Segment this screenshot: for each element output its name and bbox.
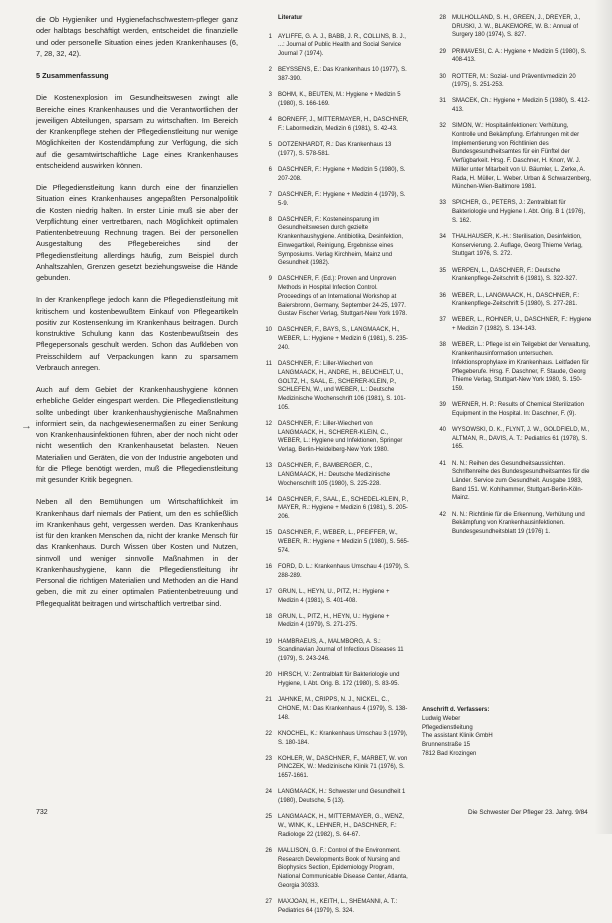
reference-text: DASCHNER, F. (Ed.): Proven and Unproven Methods in Hospital Infection Control. Proceedings of an International Workshop at Baiersbronn, Germany, September 24-25, 1977. Gustav Fischer Verlag, Stuttgart-New York 1978. bbox=[278, 276, 408, 318]
reference-text: DASCHNER, F., WEBER, L., PFEIFFER, W., WEBER, R.: Hygiene + Medizin 5 (1980), S. 565-574. bbox=[278, 530, 409, 554]
reference-text: DASCHNER, F.: Hygiene + Medizin 5 (1980), S. 207-208. bbox=[278, 166, 406, 182]
reference-item bbox=[248, 638, 410, 664]
reference-text: SMACEK, Ch.: Hygiene + Medizin 5 (1980), S. 412-413. bbox=[452, 98, 590, 114]
reference-number: 8 bbox=[268, 216, 272, 223]
reference-number: 27 bbox=[265, 898, 272, 905]
reference-item bbox=[248, 116, 410, 133]
reference-number: 29 bbox=[439, 48, 446, 55]
reference-number: 41 bbox=[439, 460, 446, 467]
references-column-right bbox=[422, 14, 592, 544]
reference-text: BOHM, K., BEUTEN, M.: Hygiene + Medizin 5 (1980), S. 166-169. bbox=[278, 92, 401, 107]
reference-item bbox=[248, 420, 410, 455]
reference-item bbox=[422, 233, 592, 259]
section-heading: 5 Zusammenfassung bbox=[36, 71, 109, 80]
reference-number: 2 bbox=[268, 67, 272, 74]
summary-paragraph-2: Die Pflegedienstleitung kann durch eine der finanziellen Situation eines Krankenhauses angepaßten Personalpolitik die Kosten niedrig halten. In erster Linie muß sie aber der Verpflichtung einer vertretbaren, nach Möglichkeit optimalen Patientenbetreuung Rechnung tragen. Bei der personellen Ausgestaltung des Pflegebereiches sind der Pflegedienstleitung allerdings häufig, zum Beispiel durch Anhaltszahlen, Grenzen gesetzt beziehungsweise die Hände gebunden. bbox=[36, 183, 238, 282]
reference-text: WERNER, H. P.: Results of Chemical Sterilization Equipment in the Hospital. In: Daschner, F. (9). bbox=[452, 402, 584, 417]
reference-item bbox=[248, 588, 410, 605]
reference-item bbox=[422, 292, 592, 309]
address-line: 7812 Bad Krozingen bbox=[422, 750, 477, 757]
reference-text: WEBER, L., LANGMAACK, H., DASCHNER, F.: Krankenpflege-Zeitschrift 5 (1980), S. 277-281. bbox=[452, 292, 580, 308]
reference-text: DASCHNER, F.: Kosteneinsparung im Gesundheitswesen durch gezielte Krankenhaushygiene. Antibiotika, Desinfektion, Einwegartikel, Reinigung, Ergebnisse eines Symposiums. Verlag Kirchheim, Mainz und Gesundheit (1982). bbox=[278, 216, 404, 267]
reference-item bbox=[248, 326, 410, 352]
reference-number: 23 bbox=[265, 755, 272, 762]
reference-number: 39 bbox=[439, 402, 446, 409]
reference-number: 26 bbox=[265, 847, 272, 854]
reference-text: MULHOLLAND, S. H., GREEN, J., DREYER, J., DRUSKI, J. W., BLAKEMORE, W. B.: Annual of Surgery 180 (1974), S. 827. bbox=[452, 15, 581, 39]
reference-number: 24 bbox=[265, 789, 272, 796]
reference-number: 33 bbox=[439, 200, 446, 207]
reference-number: 22 bbox=[265, 730, 272, 737]
reference-text: DASCHNER, F., BAYS, S., LANGMAACK, H., WEBER, L.: Hygiene + Medizin 6 (1981), S. 235-240. bbox=[278, 327, 408, 351]
reference-item bbox=[248, 730, 410, 747]
reference-number: 30 bbox=[439, 73, 446, 80]
reference-item bbox=[422, 341, 592, 393]
intro-paragraph: die Ob Hygieniker und Hygienefachschwestern-pfleger ganz oder halbtags beschäftigt werden, entscheidet die finanzielle und oder personelle Situation eines jeden Krankenhauses (6, 7, 28, 32, 42). bbox=[36, 15, 238, 58]
reference-text: SIMON, W.: Hospitalinfektionen: Verhütung, Kontrolle und Bekämpfung. Erfahrungen mit der Implementierung von Richtlinien des Bundesgesundheitsamtes für ein Fünftel der Verfügbarkeit. Hrsg. F. Daschner, H. Knorr, W. J. Müller unter Mitarbeit von U. Bäumler, L. Zerke, A. Rada, H. Müller, L. Weber. Urban & Schwarzenberg, München-Wien-Baltimore 1981. bbox=[452, 123, 591, 191]
reference-item bbox=[248, 613, 410, 630]
reference-number: 15 bbox=[265, 530, 272, 537]
reference-text: WEBER, L.: Pflege ist ein Teilgebiet der Verwaltung, Krankenhausinformation untersuchen. Infektionsprophylaxe im Krankenhaus. Leitfaden für Pflegeberufe. Hrsg. F. Daschner, F. Staude, Georg Thieme Verlag, Stuttgart-New York 1980, S. 150-159. bbox=[452, 342, 591, 392]
reference-item bbox=[422, 97, 592, 114]
reference-text: LANGMAACK, H.: Schwester und Gesundheit 1 (1980), Deutsche, 5 (13). bbox=[278, 789, 406, 805]
page-number: 732 bbox=[36, 809, 48, 816]
reference-number: 37 bbox=[439, 317, 446, 324]
reference-text: THALHAUSER, K.-H.: Sterilisation, Desinfektion, Konservierung. 2. Auflage, Georg Thieme Verlag, Stuttgart 1976, S. 272. bbox=[452, 234, 583, 258]
reference-number: 38 bbox=[439, 342, 446, 349]
reference-number: 18 bbox=[265, 613, 272, 620]
reference-text: ROTTER, M.: Sozial- und Präventivmedizin 20 (1975), S. 251-253. bbox=[452, 73, 576, 89]
reference-item bbox=[248, 216, 410, 268]
reference-number: 14 bbox=[265, 496, 272, 503]
reference-item bbox=[422, 14, 592, 40]
reference-text: DASCHNER, F.: Liller-Wiechert von LANGMAACK, H., ANDRE, H., BEUCHELT, U., GOLTZ, H., SAAL, E., SCHERER-KLEIN, P., SCHLEFEN, W., und WEBER, L.: Deutsche Medizinische Wochenschrift 106 (1981), S. 101-105. bbox=[278, 361, 406, 411]
address-line: The assistant Klinik GmbH bbox=[422, 733, 493, 740]
reference-number: 3 bbox=[268, 92, 272, 99]
reference-text: DASCHNER, F., BAMBERGER, C., LANGMAACK, H.: Deutsche Medizinische Wochenschrift 105 (1980), S. 225-228. bbox=[278, 463, 391, 487]
reference-text: KNOCHEL, K.: Krankenhaus Umschau 3 (1979), S. 180-184. bbox=[278, 730, 408, 746]
reference-number: 25 bbox=[265, 814, 272, 821]
reference-text: MALLISON, G. F.: Control of the Environment. Research Developments Book of Nursing and Biophysics Section, Epidemiology Program, National Communicable Disease Center, Atlanta, Georgia 30333. bbox=[278, 847, 408, 889]
reference-text: DASCHNER, F.: Hygiene + Medizin 4 (1979), S. 5-9. bbox=[278, 191, 406, 207]
reference-item bbox=[248, 898, 410, 915]
reference-text: HIRSCH, V.: Zentralblatt für Bakteriologie und Hygiene, I. Abt. Orig. B. 172 (1980), S. 83-95. bbox=[278, 672, 400, 687]
literature-heading: Literatur bbox=[278, 15, 303, 21]
reference-number: 28 bbox=[439, 15, 446, 21]
reference-item bbox=[248, 563, 410, 580]
body-text-column bbox=[36, 14, 238, 620]
address-line: Brunnenstraße 15 bbox=[422, 742, 471, 749]
reference-number: 21 bbox=[265, 697, 272, 704]
reference-number: 5 bbox=[268, 142, 272, 149]
reference-item bbox=[422, 73, 592, 90]
reference-text: MAXJOAN, H., KEITH, L., SHEMANNI, A. T.: Pediatrics 64 (1979), S. 324. bbox=[278, 898, 398, 914]
reference-text: DASCHNER, F., SAAL, E., SCHEDEL-KLEIN, P., MAYER, R.: Hygiene + Medizin 6 (1981), S. 205-206. bbox=[278, 496, 409, 521]
reference-text: GRUN, L., PITZ, H., HEYN, U.: Hygiene + Medizin 4 (1979), S. 271-275. bbox=[278, 613, 390, 629]
reference-text: DASCHNER, F.: Liller-Wiechert von LANGMAACK, H., SCHERER-KLEIN, C., WEBER, L.: Hygiene und Infektionen, Springer Verlag, Berlin-Heidelberg-New York 1980. bbox=[278, 420, 403, 453]
reference-item bbox=[422, 122, 592, 192]
reference-text: BEYSSENS, E.: Das Krankenhaus 10 (1977), S. 387-390. bbox=[278, 67, 407, 83]
references-column-middle bbox=[248, 14, 410, 923]
reference-number: 35 bbox=[439, 267, 446, 274]
reference-text: AYLIFFE, G. A. J., BABB, J. R., COLLINS, B. J., ...: Journal of Public Health and Social Service Journal 7 (1974). bbox=[278, 33, 406, 58]
reference-text: LANGMAACK, H., MITTERMAYER, G., WENZ, W., WINK, K., LEHNER, H., DASCHNER, F.: Radiologe 22 (1982), S. 64-67. bbox=[278, 814, 404, 838]
reference-number: 17 bbox=[265, 588, 272, 595]
reference-item bbox=[248, 462, 410, 488]
reference-text: KOHLER, W., DASCHNER, F., MARBET, W. von PINCZEK, W.: Medizinische Klinik 71 (1976), S. 1657-1661. bbox=[278, 755, 408, 780]
reference-number: 10 bbox=[265, 327, 272, 334]
reference-item bbox=[248, 166, 410, 183]
reference-number: 20 bbox=[265, 672, 272, 679]
reference-number: 40 bbox=[439, 427, 446, 434]
reference-number: 34 bbox=[439, 234, 446, 241]
summary-paragraph-3: In der Krankenpflege jedoch kann die Pflegedienstleitung mit kritischem und kostenbewußtem Einkauf von Pflegeartikeln positiv zur Kostensenkung im Krankenhaus beitragen. Durch konstruktive Schulung kann das Kostenbewußtsein des Pflegepersonals geschult werden. Schon das Aufkleben von Preisschildern auf Verpackungen kann zu sparsamem Verbrauch anregen. bbox=[36, 295, 238, 372]
reference-item bbox=[422, 426, 592, 452]
margin-pen-mark: → bbox=[21, 420, 32, 432]
reference-number: 31 bbox=[439, 98, 446, 105]
reference-number: 7 bbox=[268, 191, 272, 198]
reference-text: SPICHER, G., PETERS, J.: Zentralblatt für Bakteriologie und Hygiene I. Abt. Orig. B 1 (1976), S. 162. bbox=[452, 200, 586, 224]
address-line: Ludwig Weber bbox=[422, 715, 461, 722]
author-address bbox=[422, 706, 592, 759]
reference-text: HAMBRAEUS, A., MALMBORG, A. S.: Scandinavian Journal of Infectious Diseases 11 (1979), S. 243-246. bbox=[278, 638, 404, 663]
reference-text: WEBER, L., ROHNER, U., DASCHNER, F.: Hygiene + Medizin 7 (1982), S. 134-143. bbox=[452, 317, 592, 333]
summary-paragraph-5: Neben all den Bemühungen um Wirtschaftlichkeit im Krankenhaus darf niemals der Patient, um den es schließlich im Krankenhaus geht, vergessen werden. Das Krankenhaus ist für den kranken Menschen da, nicht der kranke Mensch für das Krankenhaus. Durch Wissen über Kosten und Nutzen, sinnvoll und weniger sinnvolle Maßnahmen in der Krankenhaushygiene, kann die Pflegedienstleitung ihr Personal die richtigen Materialien und Methoden an die Hand geben, die mit zu einer optimalen Patientenbetreuung und Pflegequalität beitragen und wirtschaftlich vertretbar sind. bbox=[36, 497, 238, 608]
reference-number: 19 bbox=[265, 638, 272, 645]
reference-item bbox=[248, 191, 410, 208]
reference-item bbox=[248, 141, 410, 158]
reference-item bbox=[248, 788, 410, 805]
summary-paragraph-4: Auch auf dem Gebiet der Krankenhaushygiene können erhebliche Gelder eingespart werden. Die Pflegedienstleitung sollte unbedingt über krankenhaushygienische Maßnahmen informiert sein, da nachgewiesenermaßen zu einer Senkung von Krankenhausinfektionen führen, aber der noch nicht oder nicht wesentlich den Krankenhausetat belasten. Neuen Materialien und Geräten, die von der Industrie angeboten und für die Pflege benötigt werden, muß die Pflegedienstleitung mit gesunder Kritik begegnen. bbox=[36, 385, 238, 484]
reference-item bbox=[422, 267, 592, 284]
reference-item bbox=[248, 33, 410, 59]
reference-item bbox=[248, 696, 410, 722]
journal-footer: Die Schwester Der Pfleger 23. Jahrg. 9/84 bbox=[468, 809, 588, 816]
reference-number: 11 bbox=[265, 361, 272, 368]
reference-text: DOTZENHARDT, R.: Das Krankenhaus 13 (1977), S. 578-581. bbox=[278, 142, 392, 157]
reference-item bbox=[248, 755, 410, 781]
reference-text: PRIMAVESI, C. A.: Hygiene + Medizin 5 (1980), S. 408-413. bbox=[452, 48, 587, 64]
reference-number: 16 bbox=[265, 563, 272, 570]
reference-item bbox=[248, 813, 410, 839]
reference-item bbox=[422, 48, 592, 65]
reference-item bbox=[422, 199, 592, 225]
reference-item bbox=[422, 511, 592, 537]
reference-number: 32 bbox=[439, 123, 446, 130]
reference-item bbox=[422, 460, 592, 504]
reference-number: 36 bbox=[439, 292, 446, 299]
address-line: Pflegedienstleitung bbox=[422, 724, 473, 731]
reference-number: 6 bbox=[268, 166, 272, 173]
reference-number: 13 bbox=[265, 463, 272, 470]
reference-item bbox=[422, 316, 592, 333]
reference-item bbox=[248, 847, 410, 891]
reference-text: WERPEN, L., DASCHNER, F.: Deutsche Krankenpflege-Zeitschrift 6 (1981), S. 322-327. bbox=[452, 267, 578, 283]
reference-item bbox=[248, 66, 410, 83]
reference-item bbox=[248, 496, 410, 522]
reference-number: 42 bbox=[439, 511, 446, 518]
summary-paragraph-1: Die Kostenexplosion im Gesundheitswesen zwingt alle Bereiche eines Krankenhauses und die Verantwortlichen der jeweiligen Abteilungen, sparsam zu wirtschaften. Im Bereich der Krankenpflege stehen der Pflegedienstleitung nur wenige Möglichkeiten der Kostendämpfung zur Verfügung, die sich auf die gesamtwirtschaftliche Lage eines Krankenhauses entscheidend auswirken können. bbox=[36, 93, 238, 170]
reference-item bbox=[248, 91, 410, 108]
reference-text: WYSOWSKI, D. K., FLYNT, J. W., GOLDFIELD, M., ALTMAN, R., DAVIS, A. T.: Pediatrics 61 (1978), S. 165. bbox=[452, 427, 590, 451]
reference-text: FORD, D. L.: Krankenhaus Umschau 4 (1979), S. 288-289. bbox=[278, 563, 410, 579]
reference-number: 1 bbox=[268, 33, 272, 40]
reference-number: 12 bbox=[265, 420, 272, 427]
reference-text: N. N.: Richtlinie für die Erkennung, Verhütung und Bekämpfung von Krankenhausinfektionen. Bundesgesundheitsblatt 19 (1976) 1. bbox=[452, 511, 585, 536]
reference-text: GRUN, L., HEYN, U., PITZ, H.: Hygiene + Medizin 4 (1981), S. 401-408. bbox=[278, 588, 390, 604]
reference-text: N. N.: Reihen des Gesundheitsaussichten. Schriftenreihe des Bundesgesundheitsamtes für die Länder. Service zum Gesundheit. Ausgabe 1983, Band 151. W. Kohlhammer, Stuttgart-Berlin-Köln-Mainz. bbox=[452, 460, 590, 502]
reference-number: 4 bbox=[268, 117, 272, 124]
reference-number: 9 bbox=[268, 276, 272, 283]
reference-item bbox=[422, 401, 592, 418]
reference-item bbox=[248, 529, 410, 555]
reference-text: BORNEFF, J., MITTERMAYER, H., DASCHNER, F.: Labormedizin, Medizin 6 (1981), S. 42-43. bbox=[278, 117, 409, 132]
address-title: Anschrift d. Verfassers: bbox=[422, 707, 490, 713]
reference-text: JAHNKE, M., CRIPPS, N. J., NICKEL, C., CHONE, M.: Das Krankenhaus 4 (1979), S. 138-148. bbox=[278, 697, 408, 721]
scan-edge-shadow bbox=[594, 0, 612, 834]
reference-item bbox=[248, 275, 410, 319]
reference-item bbox=[248, 360, 410, 412]
reference-item bbox=[248, 671, 410, 688]
